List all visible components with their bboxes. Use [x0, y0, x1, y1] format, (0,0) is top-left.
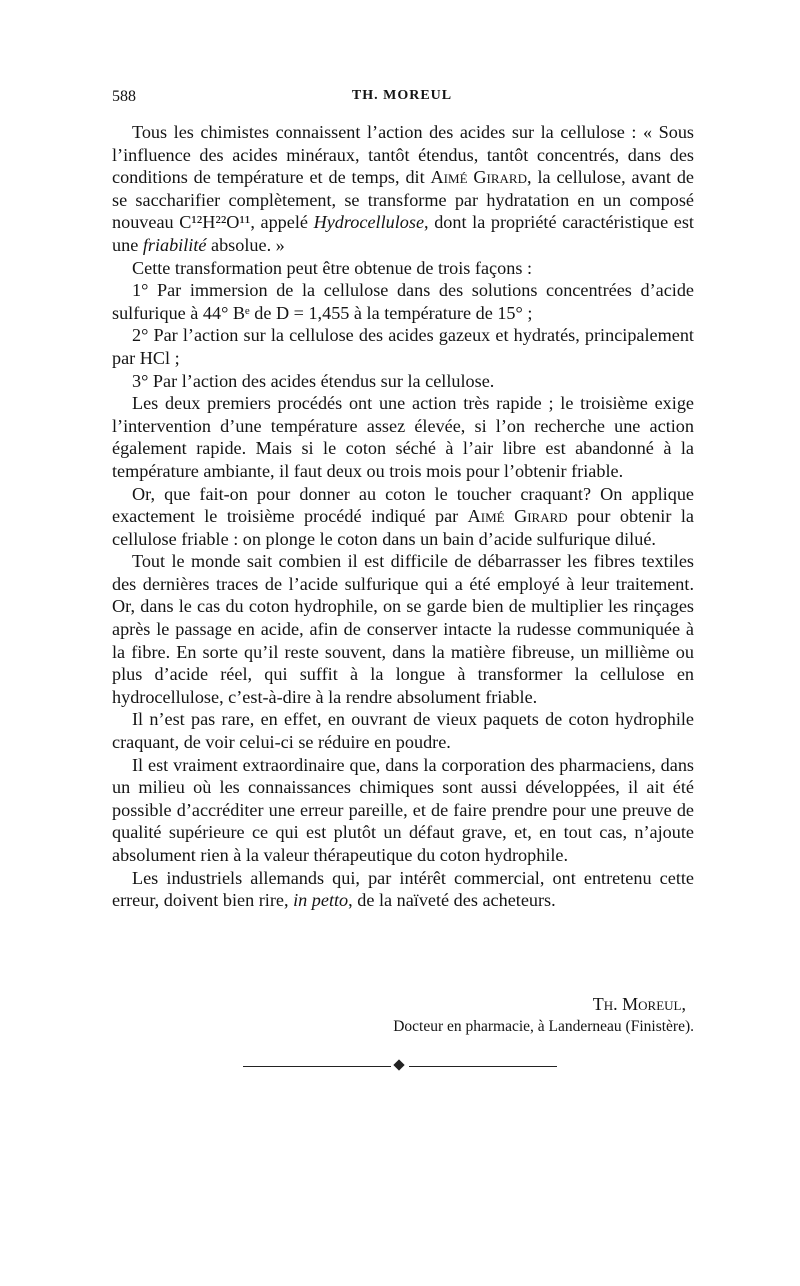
- term-hydrocellulose: Hydrocellulose: [313, 212, 425, 233]
- signature-name: Th. Moreul,: [592, 994, 686, 1014]
- paragraph: Or, que fait-on pour donner au coton le toucher craquant? On applique exactement le troisième procédé indiqué par Aimé Girard pour obtenir la cellulose friable : on plonge le coton dans un bain d’acide sulfurique dilué.: [112, 483, 694, 549]
- page-header: [112, 88, 692, 108]
- end-ornament: [243, 1059, 557, 1073]
- paragraph: Les industriels allemands qui, par intérêt commercial, ont entretenu cette erreur, doivent bien rire, in petto, de la naïveté des acheteurs.: [112, 867, 694, 911]
- signature-title: Docteur en pharmacie, à Landerneau (Finistère).: [393, 1018, 694, 1035]
- paragraph: Cette transformation peut être obtenue de trois façons :: [132, 257, 532, 278]
- diamond-icon: [393, 1059, 404, 1070]
- term-in-petto: in petto: [293, 890, 349, 911]
- paragraph: Tout le monde sait combien il est difficile de débarrasser les fibres textiles des dernières traces de l’acide sulfurique qui a été employé à leur traitement. Or, dans le cas du coton hydrophile, on se garde bien de multiplier les rinçages après le passage en acide, afin de conserver intacte la rudesse communiquée à la fibre. En sorte qu’il reste souvent, dans la matière fibreuse, un millième ou plus d’acide réel, qui suffit à la longue à transformer la cellulose en hydrocellulose, c’est-à-dire à la rendre absolument friable.: [112, 551, 694, 707]
- paragraph: Il n’est pas rare, en effet, en ouvrant de vieux paquets de coton hydrophile craquant, de voir celui-ci se réduire en poudre.: [112, 709, 694, 753]
- list-item: 1° Par immersion de la cellulose dans des solutions concentrées d’acide sulfurique à 44° Bᵉ de D = 1,455 à la température de 15° ;: [112, 280, 694, 323]
- paragraph-intro: Tous les chimistes connaissent l’action des acides sur la cellulose : « Sous l’influence des acides minéraux, tantôt étendus, tantôt concentrés, dans des conditions de température et de temps, dit Aimé Girard, la cellulose, avant de se saccharifier complètement, se transforme par hydratation en un composé nouveau C¹²H²²O¹¹, appelé Hydrocellulose, dont la propriété caractéristique est une friabilité absolue. »: [112, 122, 694, 255]
- paragraph: Les deux premiers procédés ont une action très rapide ; le troisième exige l’intervention d’une température assez élevée, si l’on recherche une action également rapide. Mais si le coton séché à l’air libre est abandonné à la température ambiante, il faut deux ou trois mois pour l’obtenir friable.: [112, 393, 694, 481]
- term-friabilite: friabilité: [142, 234, 207, 255]
- running-title: TH. MOREUL: [351, 88, 453, 103]
- list-item: 2° Par l’action sur la cellulose des acides gazeux et hydratés, principalement par HCl ;: [112, 325, 694, 368]
- article-body: [112, 121, 694, 912]
- author-name: Aimé Girard: [467, 506, 568, 527]
- page-number: 588: [112, 88, 136, 105]
- divider-right: [409, 1066, 557, 1067]
- divider-left: [243, 1066, 391, 1067]
- list-item: 3° Par l’action des acides étendus sur la cellulose.: [132, 370, 495, 391]
- paragraph: Il est vraiment extraordinaire que, dans la corporation des pharmaciens, dans un milieu où les connaissances chimiques sont aussi développées, il ait été possible d’accréditer une erreur pareille, et de faire prendre pour une preuve de qualité supérieure ce qui est plutôt un défaut grave, et, en tout cas, n’ajoute absolument rien à la valeur thérapeutique du coton hydrophile.: [112, 754, 694, 865]
- author-name: Aimé Girard: [430, 167, 527, 188]
- signature-block: [112, 994, 694, 1040]
